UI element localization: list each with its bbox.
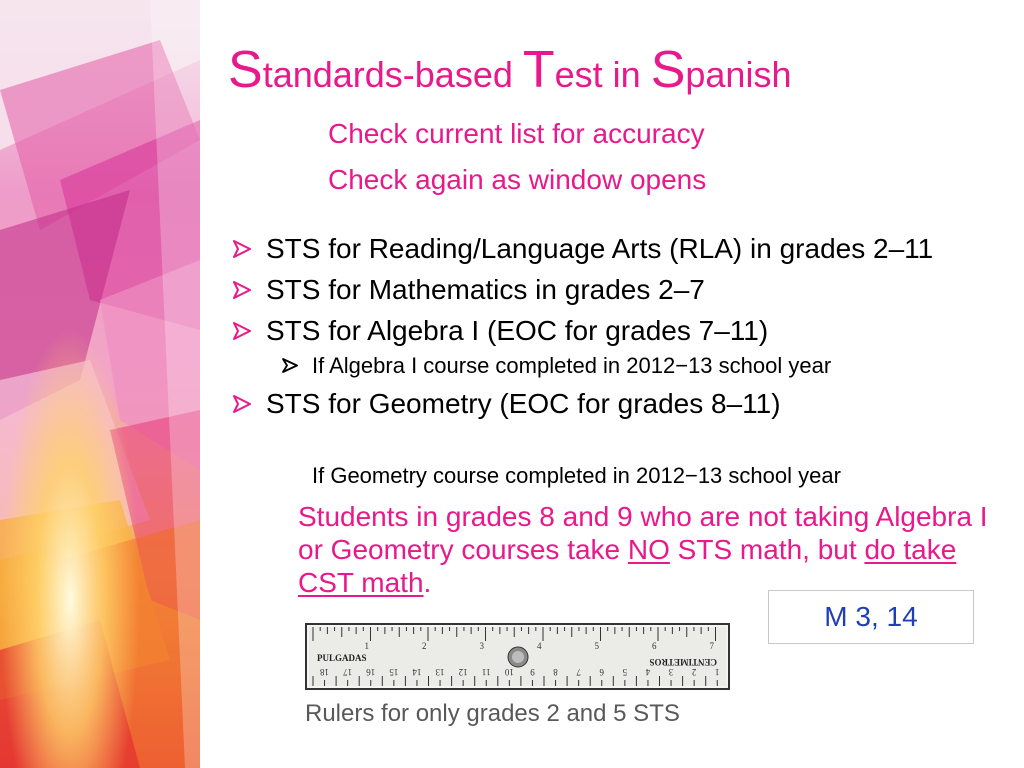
subnote-window-opens: Check again as window opens [328,164,707,195]
ruler-cm-label: 7 [576,667,581,677]
ruler-cm-label: 12 [458,667,468,677]
bullet-item [232,387,1012,420]
sub-bullet-text: If Algebra I course completed in 2012−13 school year [312,353,832,378]
decorative-side-art [0,0,200,768]
ruler-cm-label: 15 [389,667,399,677]
ruler-cm-label: 5 [622,667,628,677]
ruler-seal-inner [512,651,524,663]
ruler-inch-label: 2 [422,641,427,651]
ruler-cm-label: 8 [553,667,558,677]
ruler-cm-label: 10 [504,667,514,677]
title-initial-s: S [228,41,263,99]
ruler-cm-label: 9 [530,667,535,677]
ruler-cm-label: 11 [481,667,491,677]
bullet-text: STS for Algebra I (EOC for grades 7–11) [266,315,769,346]
title-text-1: tandards-based [262,54,523,95]
ruler-cm-label: 6 [599,667,604,677]
ruler-caption: Rulers for only grades 2 and 5 STS [305,700,680,727]
title-initial-s2: S [650,41,686,99]
bullet-text: STS for Mathematics in grades 2–7 [266,274,705,305]
ruler-cm-label: 17 [343,667,353,677]
note-text-3: . [423,567,432,598]
math-note [298,500,1008,599]
ruler-cm-label: 14 [412,667,422,677]
arrow-bullet-icon [282,358,298,373]
ruler-cm-label: 1 [715,667,720,677]
ruler-cm-label: 2 [691,667,697,677]
bullet-list [232,232,1012,428]
bullet-item [232,273,1012,306]
ruler-cm-label: 4 [645,667,651,677]
note-no: NO [627,534,670,565]
reference-box: M 3, 14 [768,590,974,644]
ruler-inch-label: 7 [709,641,714,651]
subnote-current-list: Check current list for accuracy [328,118,705,149]
note-text-1: Students in grades 8 and 9 who are not taking Algebra I or Geometry courses take [298,501,988,565]
ruler-cm-label: 16 [366,667,376,677]
sub-bullet-item [232,351,1012,381]
ruler-inch-label: 1 [364,641,369,651]
ruler-inch-label: 5 [594,641,599,651]
ruler-inch-label: 4 [537,641,542,651]
ruler-image [305,623,730,690]
arrow-bullet-icon [232,322,252,340]
ruler-cm-label: 13 [435,667,445,677]
geometry-condition-text: If Geometry course completed in 2012−13 school year [312,463,841,488]
ruler-inch-label: 3 [479,641,484,651]
bullet-text: STS for Reading/Language Arts (RLA) in grades 2–11 [266,233,934,264]
bullet-item [232,314,1012,347]
note-cst-math: do take CST math [298,534,957,598]
note-text-2: STS math, but [669,534,865,565]
slide-title [228,30,791,115]
title-text-2: est in [554,54,651,95]
bullet-item [232,232,1012,265]
bullet-text: STS for Geometry (EOC for grades 8–11) [266,388,781,419]
ruler-label-left: PULGADAS [317,653,367,663]
title-text-3: panish [685,54,792,95]
ruler-label-right: CENTIMETROS [649,657,717,667]
ruler-inch-label: 6 [652,641,657,651]
arrow-bullet-icon [232,281,252,299]
title-initial-t: T [522,41,555,99]
ruler-cm-label: 3 [668,667,674,677]
arrow-bullet-icon [232,240,252,258]
ruler-cm-label: 18 [320,667,330,677]
arrow-bullet-icon [232,395,252,413]
